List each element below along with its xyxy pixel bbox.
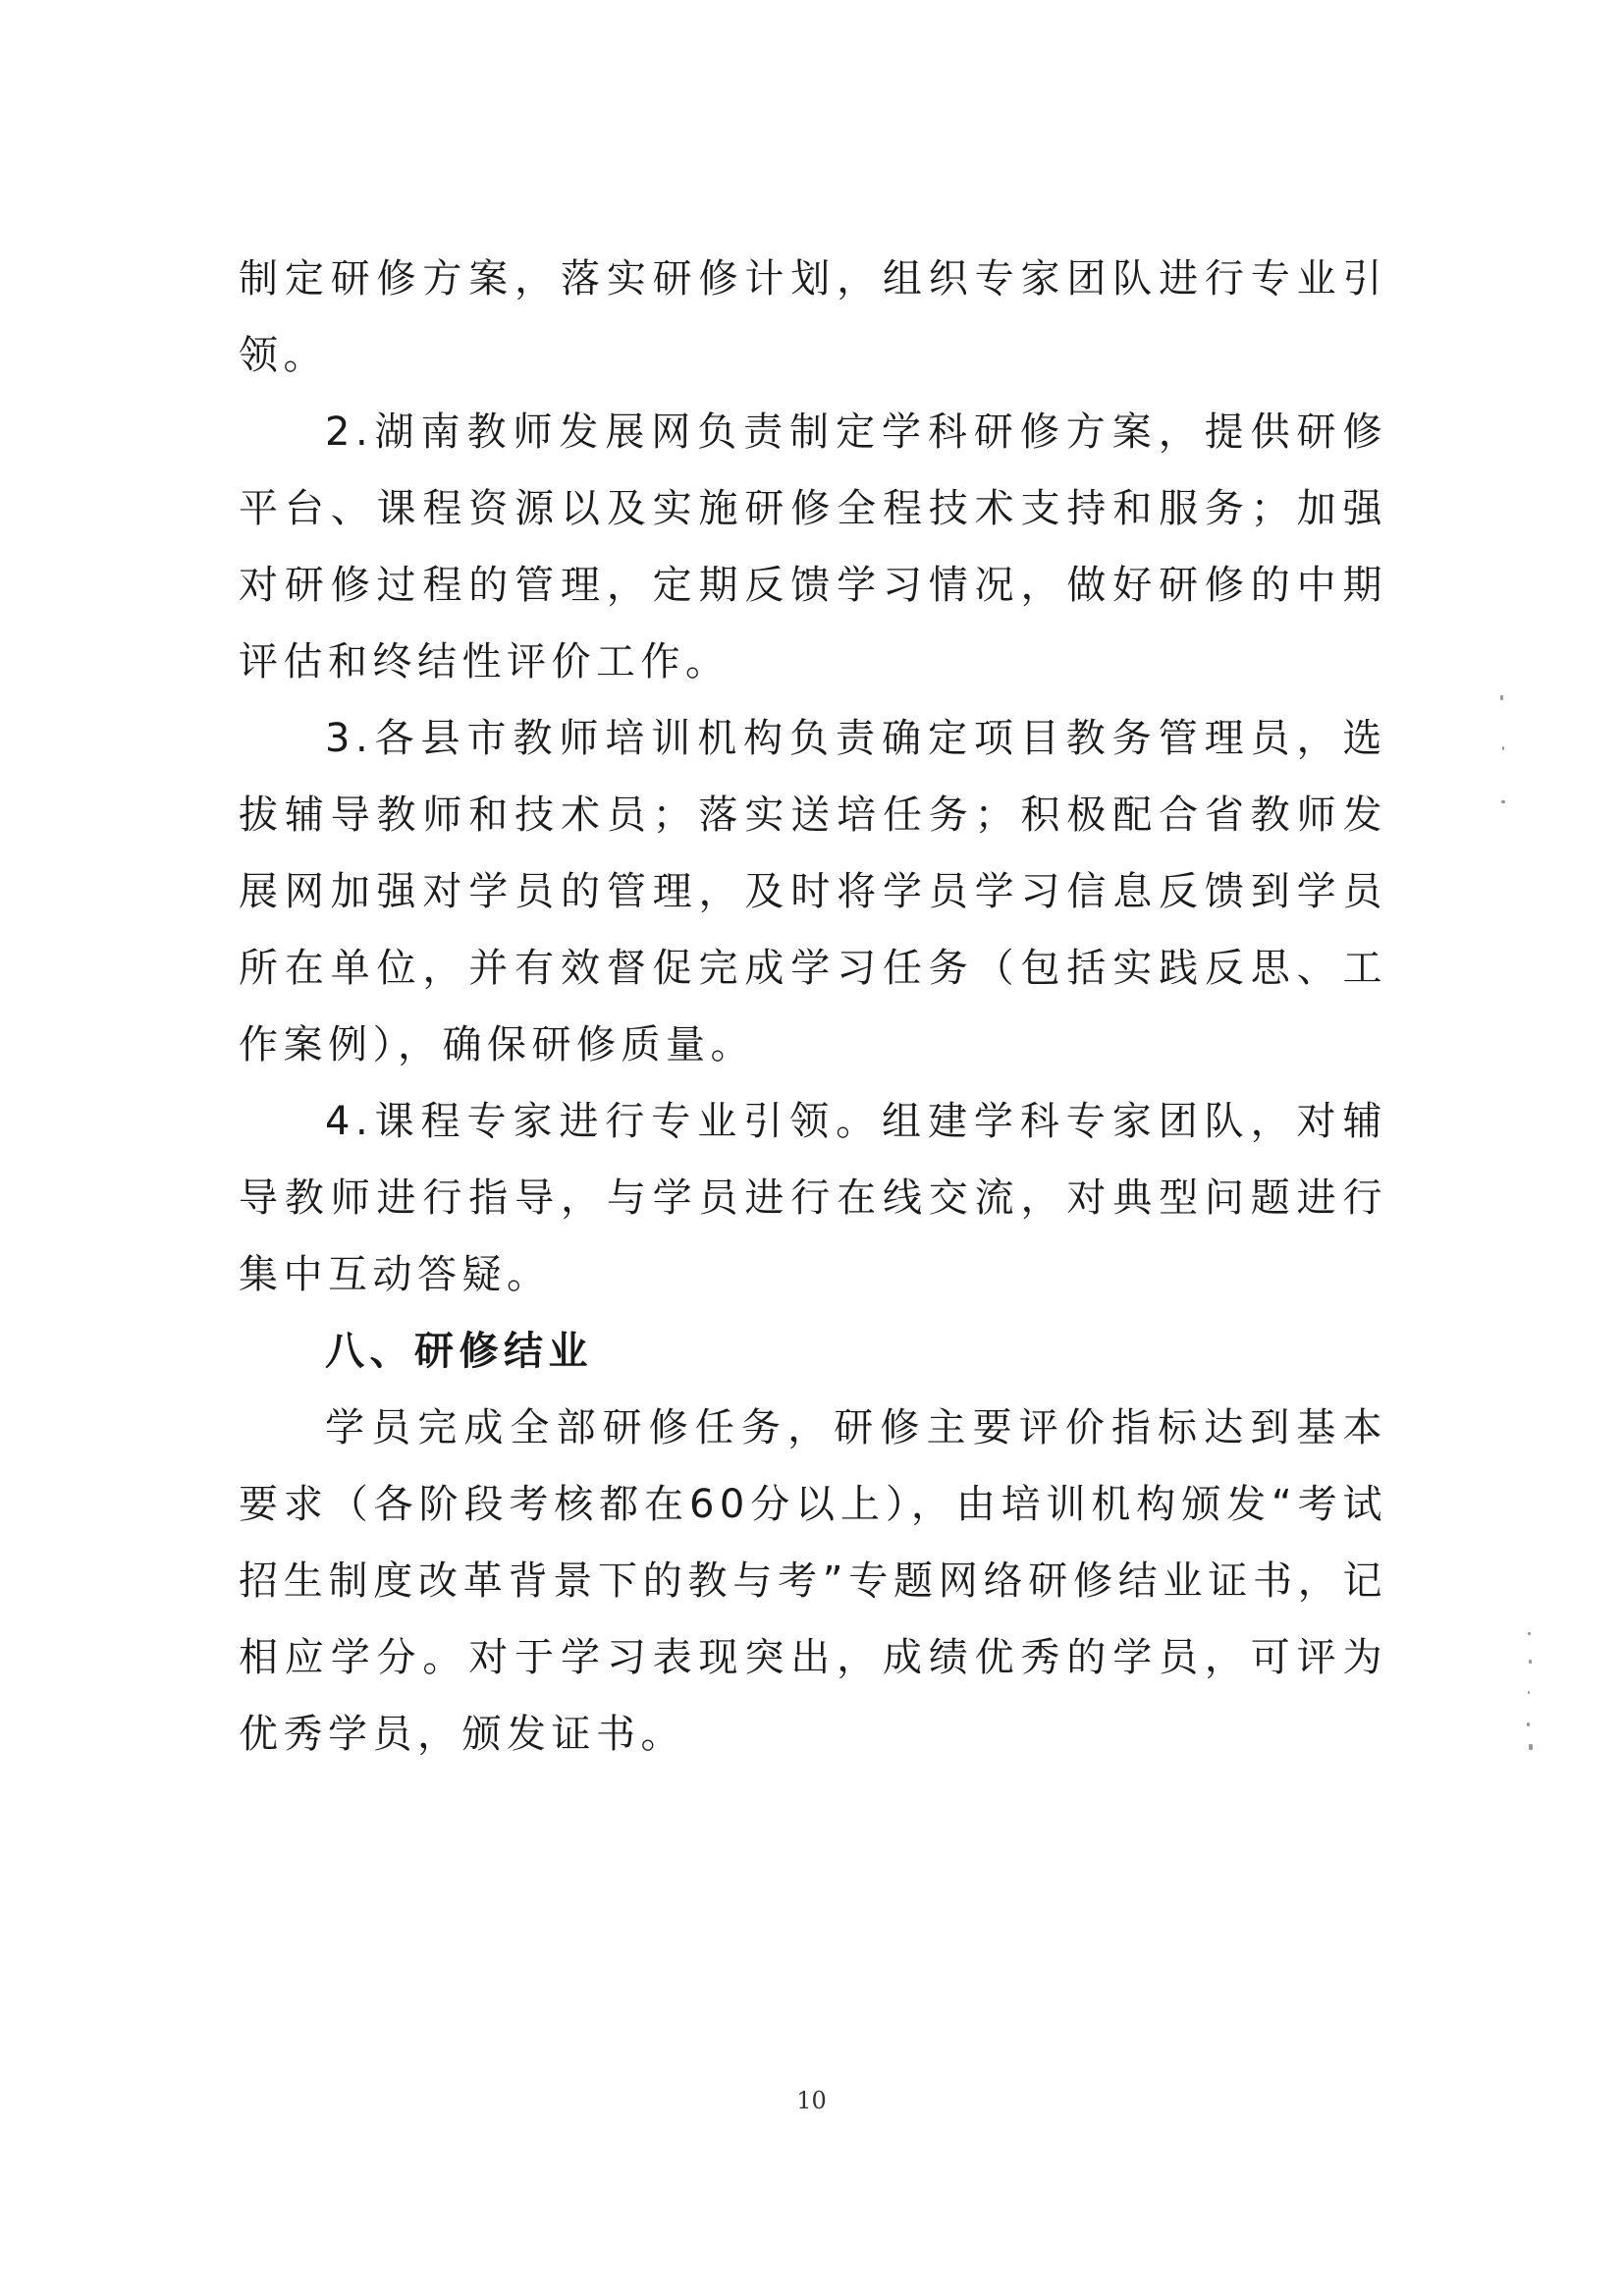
scan-speck xyxy=(1502,746,1504,750)
paragraph-continuation: 制定研修方案，落实研修计划，组织专家团队进行专业引领。 xyxy=(239,256,1387,378)
scan-speck xyxy=(1528,1691,1530,1694)
document-body xyxy=(239,241,1387,1773)
page-number: 10 xyxy=(796,2087,827,2114)
scan-speck xyxy=(1529,1660,1532,1664)
scan-speck xyxy=(1529,1744,1533,1750)
section-heading: 八、研修结业 xyxy=(325,1329,593,1374)
paragraph-completion: 学员完成全部研修任务，研修主要评价指标达到基本要求（各阶段考核都在60分以上），由培训机构颁发“考试招生制度改革背景下的教与考”专题网络研修结业证书，记相应学分。对于学习表现突出，成绩优秀的学员，可评为优秀学员，颁发证书。 xyxy=(239,1405,1387,1757)
scan-speck xyxy=(1500,695,1503,700)
paragraph-item-4: 4.课程专家进行专业引领。组建学科专家团队，对辅导教师进行指导，与学员进行在线交流，对典型问题进行集中互动答疑。 xyxy=(239,1099,1387,1297)
scan-speck xyxy=(1527,1722,1530,1726)
paragraph-item-3: 3.各县市教师培训机构负责确定项目教务管理员，选拔辅导教师和技术员；落实送培任务；积极配合省教师发展网加强对学员的管理，及时将学员学习信息反馈到学员所在单位，并有效督促完成学习任务（包括实践反思、工作案例），确保研修质量。 xyxy=(239,716,1387,1067)
paragraph-item-2: 2.湖南教师发展网负责制定学科研修方案，提供研修平台、课程资源以及实施研修全程技术支持和服务；加强对研修过程的管理，定期反馈学习情况，做好研修的中期评估和终结性评价工作。 xyxy=(239,410,1387,684)
scan-speck xyxy=(1528,1632,1531,1635)
scan-speck xyxy=(1501,800,1505,803)
